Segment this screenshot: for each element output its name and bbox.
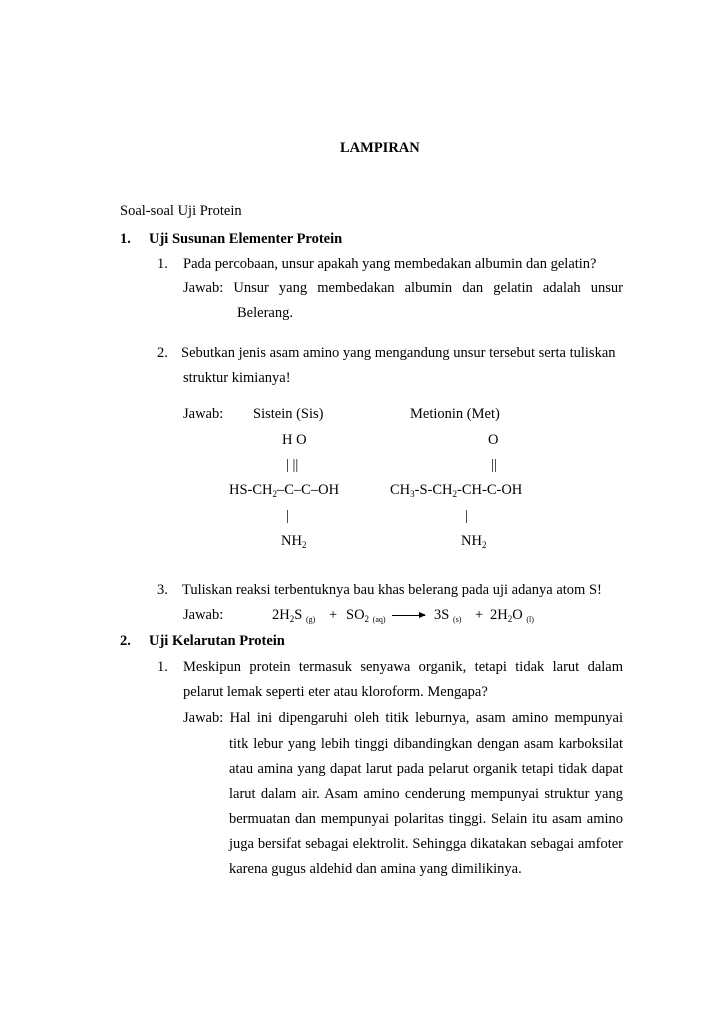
p1-q2-answer-label: Jawab: bbox=[183, 406, 224, 422]
p2-q1-answer-line6: juga bersifat sebagai elektrolit. Sehingga dikatakan sebagai amfoter bbox=[229, 836, 623, 852]
reaction-arrow bbox=[392, 615, 425, 616]
p2-q1-answer-line2: titk lebur yang lebih tinggi dibandingkan dengan asam karboksilat bbox=[229, 736, 623, 752]
p1-q2-question-line2: struktur kimianya! bbox=[183, 370, 291, 386]
p1-q3-number: 3. bbox=[157, 582, 168, 598]
cysteine-chain: $HS-CH_2-C-C-OH$ bbox=[229, 482, 340, 499]
part2-number: 2. bbox=[120, 633, 131, 649]
cysteine-amine: $NH_2$ bbox=[281, 533, 307, 550]
p1-q1-number: 1. bbox=[157, 256, 168, 272]
part1-heading: Uji Susunan Elementer Protein bbox=[149, 231, 343, 247]
methionine-name: Metionin (Met) bbox=[410, 406, 500, 422]
p1-q1-answer-line1: Jawab: Unsur yang membedakan albumin dan gelatin adalah unsur bbox=[183, 280, 623, 296]
p2-q1-answer-line1: Jawab: Hal ini dipengaruhi oleh titik leburnya, asam amino mempunyai bbox=[183, 710, 623, 726]
methionine-chain: $CH_3-S-CH_2-CH-C-OH$ bbox=[390, 482, 523, 499]
p2-q1-number: 1. bbox=[157, 659, 168, 675]
section-heading: Soal-soal Uji Protein bbox=[120, 203, 242, 219]
part1-number: 1. bbox=[120, 231, 131, 247]
p1-q1-question: Pada percobaan, unsur apakah yang membedakan albumin dan gelatin? bbox=[183, 256, 597, 272]
plus-sign-2: + bbox=[475, 607, 484, 623]
product-water: $2H_2O$ $_{(l)}$ bbox=[490, 607, 534, 624]
p2-q1-question-line1: Meskipun protein termasuk senyawa organik, tetapi tidak larut dalam bbox=[183, 659, 623, 675]
methionine-top-atom: O bbox=[488, 432, 499, 448]
p2-q1-answer-line5: bermuatan dan mempunyai polaritas tinggi. Selain itu asam amino bbox=[229, 811, 623, 827]
p2-q1-question-line2: pelarut lemak seperti eter atau kloroform. Mengapa? bbox=[183, 684, 488, 700]
p1-q3-question: Tuliskan reaksi terbentuknya bau khas belerang pada uji adanya atom S! bbox=[182, 582, 602, 598]
plus-sign-1: + bbox=[329, 607, 338, 623]
p1-q3-answer-label: Jawab: bbox=[183, 607, 224, 623]
p1-q1-answer-line2: Belerang. bbox=[237, 305, 293, 321]
product-sulfur: 3S $_{(s)}$ bbox=[434, 607, 462, 624]
p1-q2-question-line1: Sebutkan jenis asam amino yang mengandung unsur tersebut serta tuliskan bbox=[181, 345, 616, 361]
part2-heading: Uji Kelarutan Protein bbox=[149, 633, 285, 649]
page-title: LAMPIRAN bbox=[340, 140, 420, 156]
p2-q1-answer-line7: karena gugus aldehid dan amina yang dimilikinya. bbox=[229, 861, 522, 877]
methionine-top-bond: || bbox=[491, 457, 497, 473]
reactant-so2: $SO_2$ $_{(aq)}$ bbox=[346, 607, 386, 624]
methionine-amine: $NH_2$ bbox=[461, 533, 487, 550]
cysteine-top-atoms: H O bbox=[282, 432, 307, 448]
p1-q2-number: 2. bbox=[157, 345, 168, 361]
cysteine-bottom-bond: | bbox=[286, 508, 289, 524]
methionine-bottom-bond: | bbox=[465, 508, 468, 524]
cysteine-top-bonds: | || bbox=[286, 457, 299, 473]
cysteine-name: Sistein (Sis) bbox=[253, 406, 324, 422]
p2-q1-answer-line4: larut dalam air. Asam amino cenderung mempunyai struktur yang bbox=[229, 786, 623, 802]
p2-q1-answer-line3: atau amina yang dapat larut pada pelarut organik tetapi tidak dapat bbox=[229, 761, 623, 777]
reactant-h2s: $2H_2S$ $_{(g)}$ bbox=[272, 607, 316, 624]
